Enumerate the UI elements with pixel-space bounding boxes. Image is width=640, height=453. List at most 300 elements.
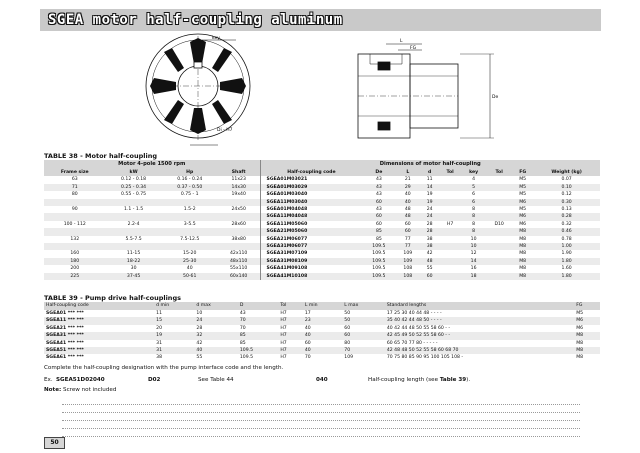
table-cell: M8 — [576, 340, 584, 346]
table-cell: 108 — [403, 266, 413, 272]
group-motor: Motor 4-pole 1500 rpm — [44, 160, 260, 169]
table-cell: M8 — [576, 355, 584, 361]
De-label: De — [492, 95, 499, 100]
table38-title: TABLE 38 - Motor half-coupling — [44, 152, 157, 160]
table-cell: 180 — [44, 258, 106, 265]
table-cell: 16 — [470, 266, 477, 272]
table-cell: 1.80 — [533, 273, 600, 280]
table-cell: H7 — [280, 355, 287, 361]
table-cell: M8 — [519, 251, 527, 257]
table-cell: 0.30 — [533, 199, 600, 206]
table-cell: SGEA11M03040 — [260, 199, 362, 206]
table-cell: 60 — [342, 332, 385, 339]
column-header: L min — [303, 302, 342, 310]
table-cell: 28 — [426, 221, 433, 227]
table-cell — [486, 213, 512, 220]
table-cell: 4 — [472, 177, 476, 183]
table-cell: 60 — [420, 273, 439, 280]
table-cell: 28 — [420, 228, 439, 235]
page-number: 50 — [44, 437, 65, 449]
column-header: Frame size — [44, 169, 106, 176]
table-cell: 55 — [426, 266, 433, 272]
table-cell: 5 — [461, 184, 486, 191]
table-cell — [44, 228, 106, 235]
table-cell — [486, 265, 512, 272]
table-cell: H7 — [278, 317, 303, 324]
table-cell: 0.10 — [533, 184, 600, 191]
table-cell: 2.2-4 — [127, 221, 140, 227]
table-cell: 40 — [304, 325, 311, 331]
FG-label: FG — [410, 46, 417, 51]
table-cell: 80 — [71, 192, 78, 198]
table-cell: H7 — [280, 340, 287, 346]
table-cell: 19x40 — [231, 192, 246, 198]
interface-see: See Table 44 — [198, 377, 234, 383]
table-cell: 60 — [344, 325, 351, 331]
table-cell: SGEA31M06077 — [260, 243, 362, 250]
table-cell: SGEA21M05060 — [260, 228, 362, 235]
column-header: L — [395, 169, 420, 176]
table-cell: 5.5-7.5 — [125, 236, 142, 242]
table-cell: 24 — [426, 207, 433, 213]
table-cell — [106, 199, 162, 206]
table-cell — [439, 243, 461, 250]
table-cell: 0.12 — [561, 192, 572, 198]
table-cell — [486, 243, 512, 250]
table-cell: 0.75 - 1 — [180, 192, 199, 198]
table-cell: 48 — [395, 213, 420, 220]
table-cell: M8 — [512, 243, 533, 250]
table-cell — [162, 213, 218, 220]
table-cell: 109 — [395, 258, 420, 265]
table-cell: H7 — [278, 332, 303, 339]
table-cell: 0.13 — [561, 207, 572, 213]
technical-drawing — [40, 32, 601, 150]
table-cell: 17 — [304, 311, 311, 316]
table-cell: 6 — [472, 192, 476, 198]
L-label: L — [400, 39, 403, 44]
table-cell — [44, 243, 106, 250]
table-cell: 200 — [70, 266, 80, 272]
table-cell: 50 — [344, 311, 351, 316]
table-cell: 70 — [342, 347, 385, 354]
table-cell: 11-15 — [126, 251, 141, 257]
table-cell: 60 — [362, 213, 395, 220]
table-cell: M5 — [512, 184, 533, 191]
table-cell: 43 — [375, 192, 382, 198]
table-cell — [218, 213, 260, 220]
table-cell: 43 — [375, 177, 382, 183]
column-header: d min — [154, 302, 194, 310]
table-cell: SGEA01M03021 — [260, 176, 362, 183]
table-cell: 40 — [303, 332, 342, 339]
table-cell: 132 — [70, 236, 80, 242]
table-cell — [439, 228, 461, 235]
table-cell: SGEA01M04048 — [260, 206, 362, 213]
table-cell — [439, 191, 461, 198]
table-cell: 71 — [44, 184, 106, 191]
table-cell: H7 — [278, 347, 303, 354]
table-cell: 42 — [426, 251, 433, 257]
length-ref: Table 39 — [439, 377, 467, 383]
table-cell: 25-30 — [162, 258, 218, 265]
column-header: Tol — [439, 169, 461, 176]
table-cell: SGEA11 *** *** — [44, 317, 154, 324]
table-cell: 8 — [461, 213, 486, 220]
table-cell: 40 — [186, 266, 193, 272]
table-cell: 60 65 70 77 80 - - - - - — [386, 340, 438, 346]
table-cell: 48 — [420, 258, 439, 265]
table-cell — [486, 273, 512, 280]
table-cell: 109.5 — [362, 258, 395, 265]
table-cell: M8 — [574, 332, 600, 339]
table-cell: 60 — [375, 221, 382, 227]
table-cell: 10 — [461, 243, 486, 250]
table-cell: 109 — [344, 355, 354, 361]
table-cell — [486, 206, 512, 213]
table-cell: 42 — [196, 340, 203, 346]
table-row — [44, 354, 600, 361]
table-cell: 109 — [403, 251, 413, 257]
table-cell: 24x50 — [231, 207, 246, 213]
table-cell: 19 — [426, 192, 433, 198]
table-cell: 10 — [470, 236, 477, 242]
table-cell: 85 — [362, 228, 395, 235]
table-cell: SGEA11M04048 — [260, 213, 362, 220]
table-cell: 60 — [395, 228, 420, 235]
table-cell: 77 — [395, 243, 420, 250]
table-cell — [486, 184, 512, 191]
table-cell: 24 — [194, 317, 237, 324]
table-cell: 48 — [404, 207, 411, 213]
length-desc-text: Half-coupling length (see — [368, 377, 439, 383]
page-title: SGEA motor half-coupling aluminum — [48, 12, 343, 28]
table-cell: 109.5 — [238, 347, 279, 354]
table-cell — [486, 199, 512, 206]
table-cell: 40 — [395, 199, 420, 206]
note-label: Note: — [44, 387, 62, 393]
table-cell: 24 — [420, 213, 439, 220]
table-row — [44, 265, 600, 272]
table-cell: 0.37 - 0.50 — [162, 184, 218, 191]
table-cell — [162, 199, 218, 206]
table-cell: M8 — [512, 228, 533, 235]
column-header: L max — [342, 302, 385, 310]
table-row — [44, 332, 600, 339]
table-cell: 38x80 — [231, 236, 246, 242]
table-cell: H7 — [446, 221, 454, 227]
table-cell: 0.25 - 0.34 — [106, 184, 162, 191]
column-header: Half-coupling code — [44, 302, 154, 310]
table-cell — [106, 213, 162, 220]
table-row — [44, 206, 600, 213]
table-cell — [44, 213, 106, 220]
table-cell: 70 75 80 85 90 95 100 105 108 - — [386, 355, 464, 361]
table-cell: 40 42 44 48 50 55 58 60 - - — [386, 325, 451, 331]
table-cell: 109.5 — [362, 243, 395, 250]
complete-note: Complete the half-coupling designation with the pump interface code and the length. — [44, 365, 284, 371]
table-cell: 18-22 — [106, 258, 162, 265]
table-cell: 0.16 - 0.24 — [177, 177, 203, 183]
table-cell: SGEA41M10108 — [260, 273, 362, 280]
table-row — [44, 310, 600, 317]
example-code: SGEA51D02040 — [56, 377, 105, 383]
table-cell: 109.5 — [372, 266, 386, 272]
table-row — [44, 243, 600, 250]
table-cell: 50-61 — [162, 273, 218, 280]
table-cell — [439, 199, 461, 206]
table-cell: SGEA21 *** *** — [46, 325, 84, 331]
table-cell — [486, 258, 512, 265]
table-cell: 28 — [196, 325, 203, 331]
table-row — [44, 325, 600, 332]
table-cell: 14x30 — [218, 184, 260, 191]
table-cell — [218, 199, 260, 206]
table-cell: 0.28 — [533, 213, 600, 220]
table-cell: 160 — [70, 251, 80, 257]
column-header: d — [420, 169, 439, 176]
table-cell — [439, 176, 461, 183]
column-header: Hp — [162, 169, 218, 176]
table-cell: 10 — [196, 311, 203, 316]
table-cell: 77 — [404, 236, 411, 242]
table-cell: 85 — [239, 340, 246, 346]
table-cell: 1.60 — [561, 266, 572, 272]
table-cell: 18 — [461, 273, 486, 280]
table-cell: 43 — [362, 184, 395, 191]
table-cell: 42 48 48 50 52 55 58 60 68 70 — [385, 347, 574, 354]
table-cell — [106, 243, 162, 250]
column-header: d max — [194, 302, 237, 310]
table-cell: 35 40 42 44 48 50 - - - - — [385, 317, 574, 324]
table-cell: 85 — [375, 236, 382, 242]
table-cell: 42 45 49 50 52 55 58 60 - - — [385, 332, 574, 339]
table-cell: 100 - 112 — [63, 221, 86, 227]
table-cell: M8 — [512, 258, 533, 265]
table-cell: 19 — [154, 332, 194, 339]
table-cell: 1.80 — [533, 258, 600, 265]
table-cell: 11 — [426, 177, 433, 183]
table-row — [44, 221, 600, 228]
table-cell — [218, 243, 260, 250]
table-row — [44, 228, 600, 235]
table-cell: 85 — [238, 332, 279, 339]
table-cell — [439, 206, 461, 213]
table-row — [44, 191, 600, 198]
table-cell — [439, 236, 461, 243]
table-cell — [439, 265, 461, 272]
writing-lines — [62, 397, 580, 437]
table-row — [44, 236, 600, 243]
table-cell: SGEA41M09108 — [260, 265, 362, 272]
table-cell: 31 — [156, 340, 163, 346]
column-header: Tol — [278, 302, 303, 310]
table39-title: TABLE 39 - Pump drive half-couplings — [44, 294, 181, 302]
table-cell: M5 — [519, 207, 527, 213]
pump-drive-table — [44, 302, 600, 362]
table-cell: 60x140 — [218, 273, 260, 280]
table-cell: 29 — [395, 184, 420, 191]
table-cell: 43 — [239, 311, 246, 316]
table-cell: 23 — [303, 317, 342, 324]
interface-code: D02 — [148, 377, 161, 383]
table-cell: 60 — [362, 199, 395, 206]
length-desc — [368, 377, 470, 383]
table-cell: SGEA31 *** *** — [44, 332, 154, 339]
table-row — [44, 213, 600, 220]
table-cell: 8 — [472, 207, 476, 213]
table-cell: 15 — [154, 317, 194, 324]
table-cell: 8 — [461, 228, 486, 235]
side-view — [358, 44, 494, 138]
table-cell: 11 — [156, 311, 163, 316]
table-cell — [486, 176, 512, 183]
column-header: Weight (kg) — [533, 169, 600, 176]
table-row — [44, 199, 600, 206]
table-cell: SGEA01 *** *** — [46, 311, 84, 316]
table-cell — [486, 250, 512, 257]
table-cell: 48x110 — [218, 258, 260, 265]
table-row — [44, 250, 600, 257]
table-cell: 80 — [344, 340, 351, 346]
table-row — [44, 273, 600, 280]
table-cell: 109.5 — [239, 355, 253, 361]
motor-half-coupling-table — [44, 160, 600, 280]
table-cell: 28x60 — [231, 221, 246, 227]
table-cell: M5 — [519, 177, 527, 183]
column-header: FG — [574, 302, 600, 310]
table-cell — [162, 243, 218, 250]
column-header: key — [461, 169, 486, 176]
table-cell: SGEA61 *** *** — [46, 355, 84, 361]
length-end: ). — [466, 377, 471, 383]
table-cell: 109.5 — [372, 251, 386, 257]
table-cell: 15-20 — [183, 251, 197, 257]
table-cell: SGEA31M07109 — [260, 250, 362, 257]
table-cell: SGEA01M03029 — [260, 184, 362, 191]
table-cell: 38 — [420, 243, 439, 250]
table-cell: D10 — [494, 221, 504, 227]
column-header: kW — [106, 169, 162, 176]
table-cell: 109.5 — [362, 273, 395, 280]
table-cell: 70 — [239, 325, 246, 331]
column-header: De — [362, 169, 395, 176]
table-cell: 1.5-2 — [183, 207, 196, 213]
column-header: FG — [512, 169, 533, 176]
table-cell — [486, 228, 512, 235]
table-cell: 0.55 - 0.75 — [121, 192, 147, 198]
column-header: Half-coupling code — [260, 169, 362, 176]
table-cell: SGEA41 *** *** — [46, 340, 84, 346]
table-cell: 14 — [461, 258, 486, 265]
table-cell — [44, 199, 106, 206]
table-cell — [439, 184, 461, 191]
table-cell: H7 — [280, 325, 287, 331]
table-cell — [162, 228, 218, 235]
column-header: Standard lengths — [385, 302, 574, 310]
table-cell: 1.90 — [561, 251, 572, 257]
table-cell: 7.5-12.5 — [180, 236, 200, 242]
bore-label: Di - H7 — [217, 128, 233, 133]
table-cell: 32 — [194, 332, 237, 339]
table-cell: 70 — [238, 317, 279, 324]
table-cell: 1.00 — [533, 243, 600, 250]
table-cell: SGEA31M08109 — [260, 258, 362, 265]
table-cell: 43 — [375, 207, 382, 213]
table-cell — [439, 258, 461, 265]
title-bar — [40, 9, 601, 31]
table-cell: M8 — [574, 347, 600, 354]
table-cell: 55 — [196, 355, 203, 361]
table-cell: 40 — [404, 192, 411, 198]
table-cell: 38 — [156, 355, 163, 361]
table-cell: SGEA51 *** *** — [44, 347, 154, 354]
table-cell: 21 — [404, 177, 411, 183]
table-row — [44, 340, 600, 347]
table-cell: 90 — [71, 207, 78, 213]
table-cell: 40 — [194, 347, 237, 354]
table-cell: 12 — [470, 251, 477, 257]
table-cell — [218, 228, 260, 235]
table-cell: 70 — [304, 355, 311, 361]
table-cell: 0.12 - 0.18 — [121, 177, 147, 183]
table-cell: M6 — [512, 199, 533, 206]
table-cell: 225 — [44, 273, 106, 280]
table-cell: 0.46 — [533, 228, 600, 235]
table-cell: 11x23 — [231, 177, 246, 183]
note — [44, 387, 116, 393]
table-cell: 0.32 — [561, 221, 572, 227]
table-cell: M5 — [576, 311, 584, 316]
front-view — [146, 34, 250, 145]
table-cell: 30 — [130, 266, 137, 272]
table-cell: M6 — [574, 317, 600, 324]
table-cell: SGEA01M03040 — [260, 191, 362, 198]
table-cell — [486, 236, 512, 243]
table-cell — [106, 228, 162, 235]
table-cell — [439, 250, 461, 257]
table-cell: 17 25 30 40 44 48 - - - - — [386, 311, 442, 316]
table-cell: M8 — [519, 236, 527, 242]
table-cell: 37-45 — [106, 273, 162, 280]
table-row — [44, 317, 600, 324]
table-cell: 108 — [395, 273, 420, 280]
table-cell: 50 — [342, 317, 385, 324]
table-cell — [439, 213, 461, 220]
table-cell: 1.1 - 1.5 — [123, 207, 144, 213]
group-dims: Dimensions of motor half-coupling — [260, 160, 600, 169]
table-cell: 19 — [420, 199, 439, 206]
note-text: Screw not included — [63, 387, 117, 393]
table-cell — [439, 273, 461, 280]
table-cell: 3-5.5 — [183, 221, 196, 227]
table-cell: 63 — [71, 177, 78, 183]
table-row — [44, 258, 600, 265]
table-cell: 8 — [472, 221, 476, 227]
key-label: key — [212, 36, 220, 41]
table-cell: 60 — [404, 221, 411, 227]
length-code: 040 — [316, 377, 328, 383]
table-cell: 0.78 — [561, 236, 572, 242]
table-cell: 55x110 — [230, 266, 248, 272]
table-cell: M6 — [512, 213, 533, 220]
table-cell — [486, 191, 512, 198]
table-cell: M5 — [519, 192, 527, 198]
table-cell: M8 — [512, 273, 533, 280]
table-cell: M6 — [519, 221, 527, 227]
example-label: Ex. — [44, 377, 53, 383]
table-cell: 31 — [154, 347, 194, 354]
